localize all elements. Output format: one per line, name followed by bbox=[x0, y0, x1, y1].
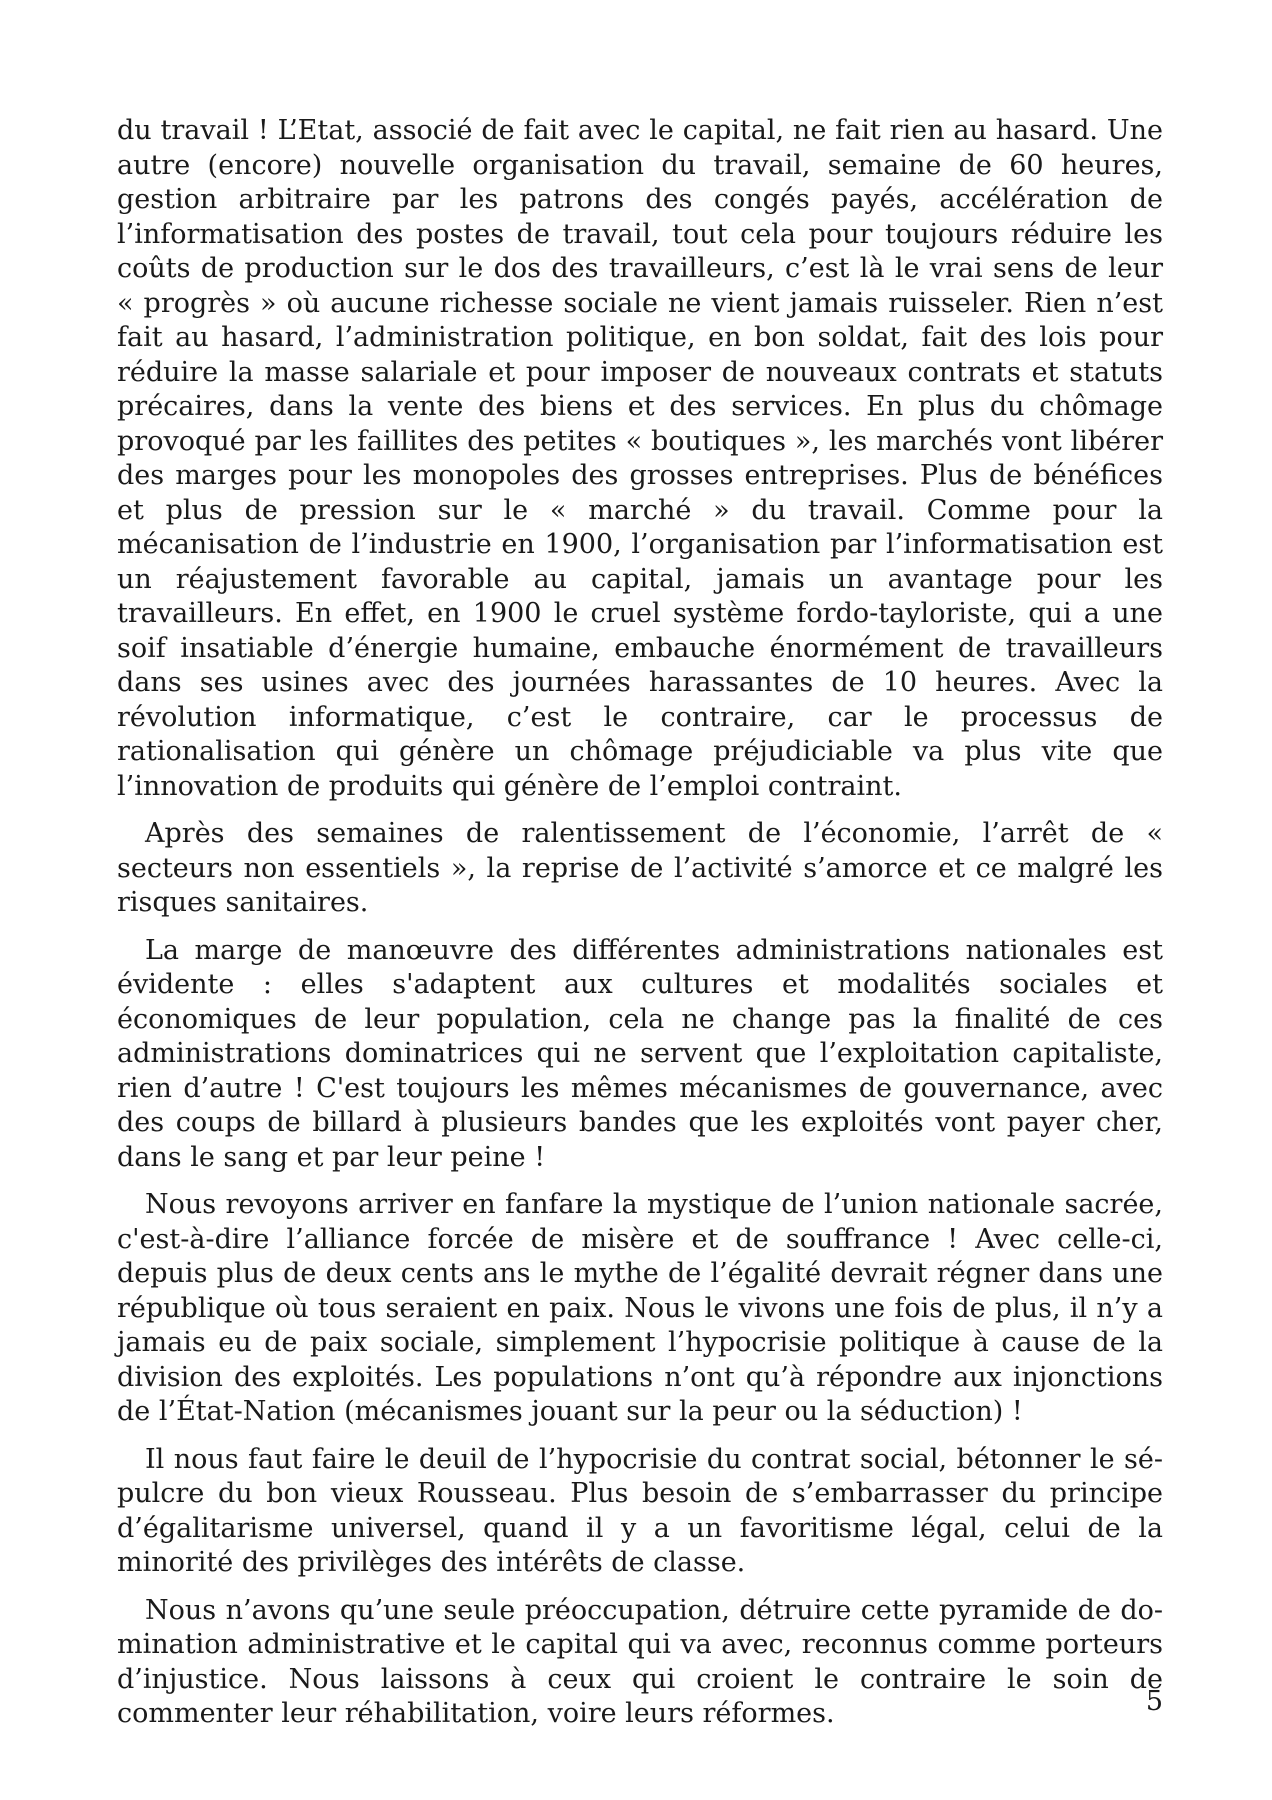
paragraph-5: Il nous faut faire le deuil de l’hypocrisie du contrat social, bétonner le sépulcre du bon vieux Rousseau. Plus besoin de s’embarrasser du principe d’égalitarisme universel, quand il y a un favoritisme légal, celui de la minorité des privilèges des intérêts de classe. bbox=[117, 1443, 1163, 1578]
page-number: 5 bbox=[1145, 1686, 1163, 1717]
paragraph-6: Nous n’avons qu’une seule préoccupation, détruire cette pyramide de domination administrative et le capital qui va avec, reconnus comme porteurs d’injustice. Nous laissons à ceux qui croient le contraire le soin de commenter leur réhabilitation, voire leurs réformes. bbox=[117, 1594, 1163, 1729]
paragraph-1: du travail ! L’Etat, associé de fait avec le capital, ne fait rien au hasard. Une autre (encore) nouvelle organisation du travail, semaine de 60 heures, gestion arbitraire par les patrons des congés payés, accélération de l’informatisation des postes de travail, tout cela pour toujours réduire les coûts de production sur le dos des travailleurs, c’est là le vrai sens de leur « progrès » où aucune richesse sociale ne vient jamais ruisseler. Rien n’est fait au hasard, l’administration politique, en bon soldat, fait des lois pour réduire la masse salariale et pour imposer de nouveaux contrats et statuts précaires, dans la vente des biens et des services. En plus du chômage provoqué par les faillites des petites « boutiques », les marchés vont libérer des marges pour les monopoles des grosses entreprises. Plus de bénéfices et plus de pression sur le « marché » du travail. Comme pour la mécanisation de l’industrie en 1900, l’organisation par l’informatisation est un réajustement favorable au capital, jamais un avantage pour les travailleurs. En effet, en 1900 le cruel système fordo-tayloriste, qui a une soif insatiable d’énergie humaine, embauche énormément de travailleurs dans ses usines avec des journées harassantes de 10 heures. Avec la révolution informatique, c’est le contraire, car le processus de rationalisation qui génère un chômage préjudiciable va plus vite que l’innovation de produits qui génère de l’emploi contraint. bbox=[117, 115, 1163, 802]
paragraph-3: La marge de manœuvre des différentes administrations nationales est évidente : elles s'adaptent aux cultures et modalités sociales et économiques de leur population, cela ne change pas la finalité de ces administrations dominatrices qui ne servent que l’exploitation capitaliste, rien d’autre ! C'est toujours les mêmes mécanismes de gouvernance, avec des coups de billard à plusieurs bandes que les exploités vont payer cher, dans le sang et par leur peine ! bbox=[117, 934, 1163, 1173]
paragraph-2: Après des semaines de ralentissement de l’économie, l’arrêt de « secteurs non essentiels », la reprise de l’activité s’amorce et ce malgré les risques sanitaires. bbox=[117, 818, 1163, 918]
body-text bbox=[117, 114, 1163, 1745]
paragraph-4: Nous revoyons arriver en fanfare la mystique de l’union nationale sacrée, c'est-à-dire l’alliance forcée de misère et de souffrance ! Avec celle-ci, depuis plus de deux cents ans le mythe de l’égalité devrait régner dans une république où tous seraient en paix. Nous le vivons une fois de plus, il n’y a jamais eu de paix sociale, simplement l’hypocrisie politique à cause de la division des exploités. Les populations n’ont qu’à répondre aux injonctions de l’État-Nation (mécanismes jouant sur la peur ou la séduction) ! bbox=[117, 1189, 1163, 1427]
